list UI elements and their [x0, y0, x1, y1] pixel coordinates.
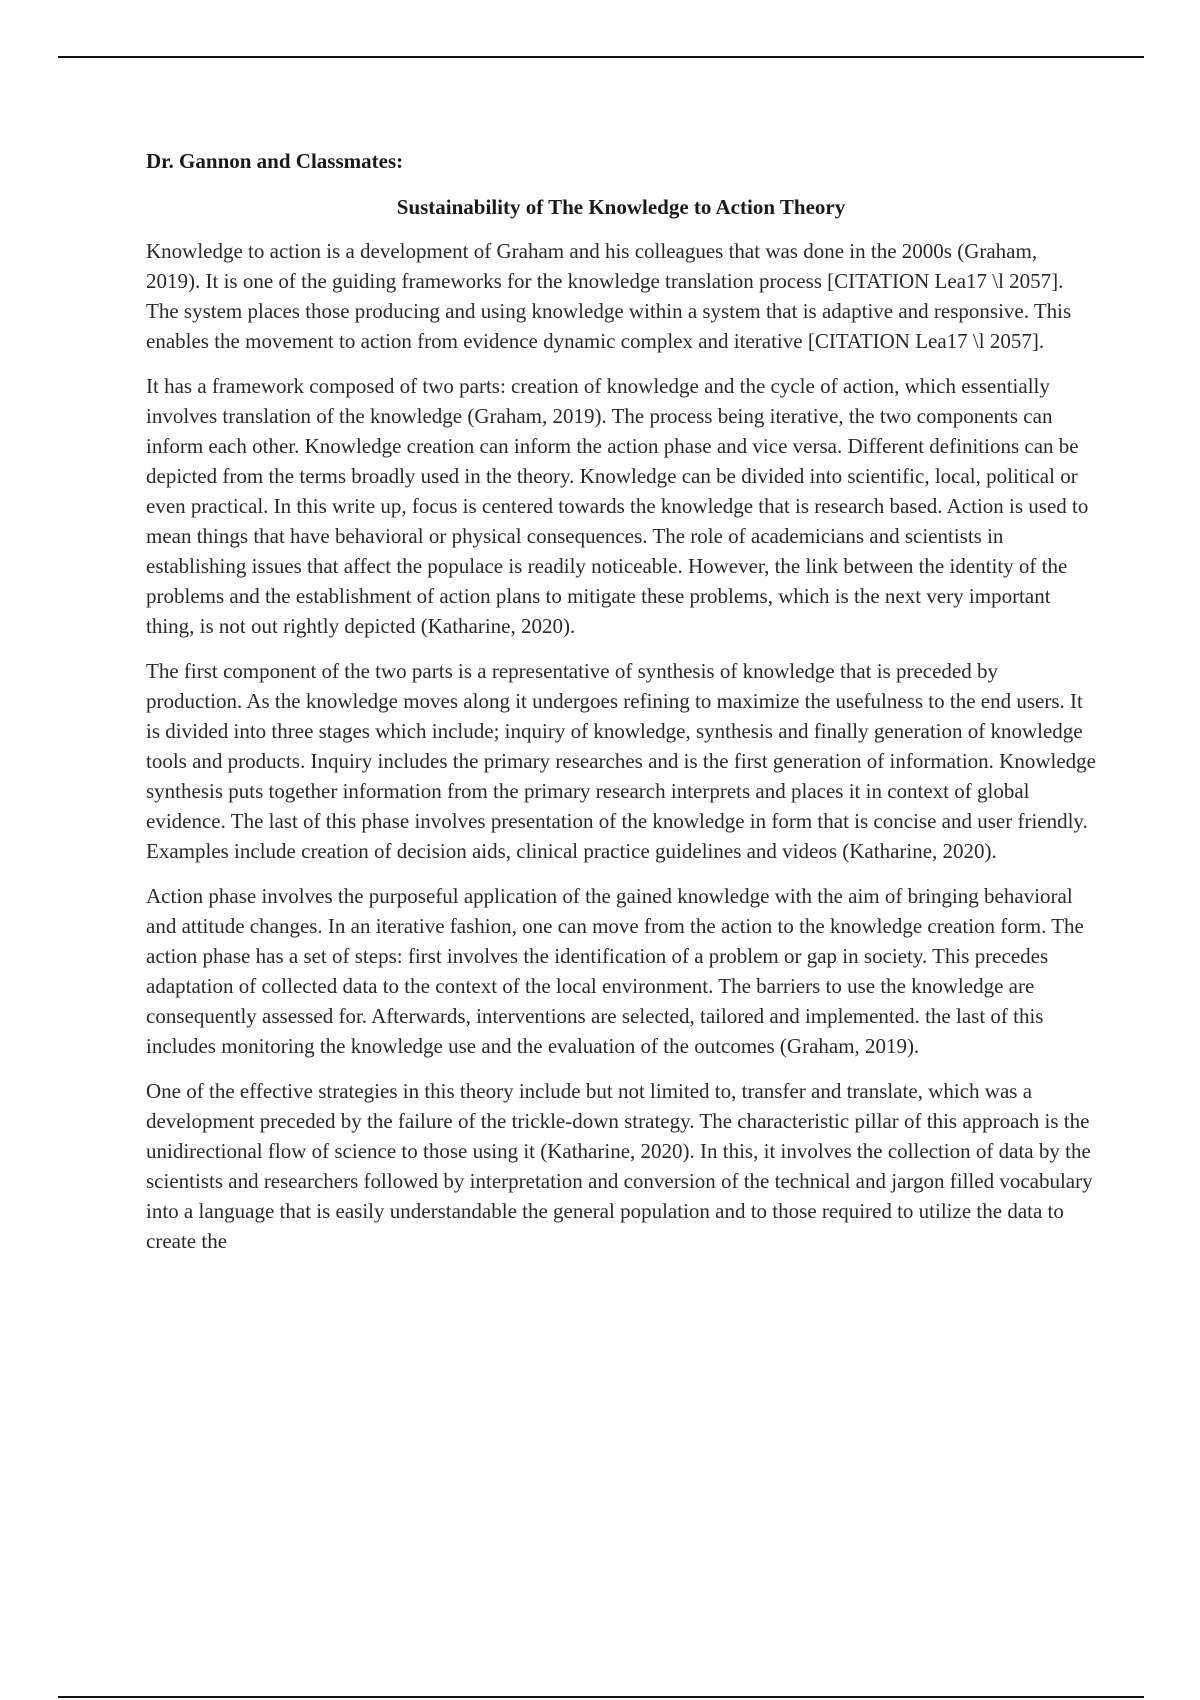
document-title: Sustainability of The Knowledge to Action Theory — [396, 195, 846, 219]
bottom-rule — [58, 1696, 1144, 1698]
document-body — [146, 146, 1096, 1271]
paragraph-5: One of the effective strategies in this theory include but not limited to, transfer and translate, which was a development preceded by the failure of the trickle-down strategy. The characteristic pillar of this approach is the unidirectional flow of science to those using it (Katharine, 2020). In this, it involves the collection of data by the scientists and researchers followed by interpretation and conversion of the technical and jargon filled vocabulary into a language that is easily understandable the general population and to those required to utilize the data to create the — [146, 1079, 1093, 1253]
paragraph-4: Action phase involves the purposeful application of the gained knowledge with the aim of bringing behavioral and attitude changes. In an iterative fashion, one can move from the action to the knowledge creation form. The action phase has a set of steps: first involves the identification of a problem or gap in society. This precedes adaptation of collected data to the context of the local environment. The barriers to use the knowledge are consequently assessed for. Afterwards, interventions are selected, tailored and implemented. the last of this includes monitoring the knowledge use and the evaluation of the outcomes (Graham, 2019). — [146, 884, 1084, 1058]
top-rule — [58, 56, 1144, 58]
paragraph-1: Knowledge to action is a development of Graham and his colleagues that was done in the 2000s (Graham, 2019). It is one of the guiding frameworks for the knowledge translation process [CITATION Lea17 \l 2057]. The system places those producing and using knowledge within a system that is adaptive and responsive. This enables the movement to action from evidence dynamic complex and iterative [CITATION Lea17 \l 2057]. — [146, 239, 1072, 353]
salutation: Dr. Gannon and Classmates: — [146, 149, 404, 173]
paragraph-3: The first component of the two parts is a representative of synthesis of knowledge that is preceded by production. As the knowledge moves along it undergoes refining to maximize the usefulness to the end users. It is divided into three stages which include; inquiry of knowledge, synthesis and finally generation of knowledge tools and products. Inquiry includes the primary researches and is the first generation of information. Knowledge synthesis puts together information from the primary research interprets and places it in context of global evidence. The last of this phase involves presentation of the knowledge in form that is concise and user friendly. Examples include creation of decision aids, clinical practice guidelines and videos (Katharine, 2020). — [146, 659, 1096, 863]
paragraph-2: It has a framework composed of two parts: creation of knowledge and the cycle of action, which essentially involves translation of the knowledge (Graham, 2019). The process being iterative, the two components can inform each other. Knowledge creation can inform the action phase and vice versa. Different definitions can be depicted from the terms broadly used in the theory. Knowledge can be divided into scientific, local, political or even practical. In this write up, focus is centered towards the knowledge that is research based. Action is used to mean things that have behavioral or physical consequences. The role of academicians and scientists in establishing issues that affect the populace is readily noticeable. However, the link between the identity of the problems and the establishment of action plans to mitigate these problems, which is the next very important thing, is not out rightly depicted (Katharine, 2020). — [146, 374, 1089, 638]
